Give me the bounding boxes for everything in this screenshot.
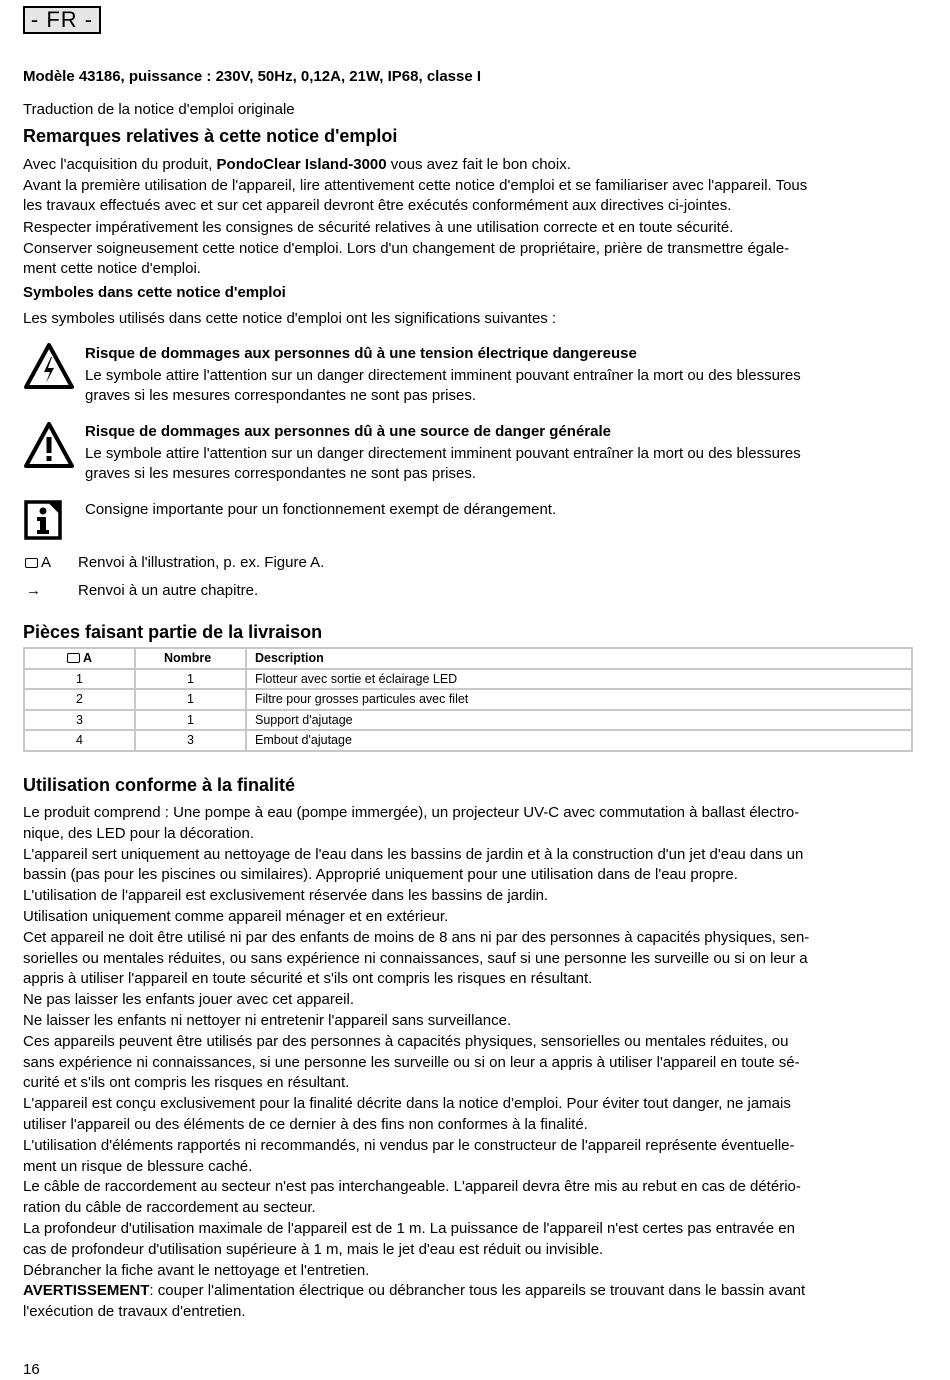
column-header-quantity: Nombre — [135, 648, 246, 669]
text-line: Conserver soigneusement cette notice d'emploi. Lors d'un changement de propriétaire, prière de transmettre égale- — [23, 240, 790, 257]
text-line: nique, des LED pour la décoration. — [23, 824, 254, 842]
usage-heading: Utilisation conforme à la finalité — [23, 775, 296, 795]
column-header-description: Description — [246, 648, 912, 669]
text-line: Cet appareil ne doit être utilisé ni par des enfants de moins de 8 ans ni par des personnes à capacités physiques, sen- — [23, 928, 810, 946]
text-line: Ces appareils peuvent être utilisés par des personnes à capacités physiques, sensorielles ou mentales réduites, ou — [23, 1032, 789, 1050]
text-line: ment cette notice d'emploi. — [23, 260, 201, 277]
warning-text: : couper l'alimentation électrique ou débrancher tous les appareils se trouvant dans le bassin avant — [149, 1282, 806, 1300]
column-header-figure — [24, 648, 135, 669]
figure-ref-symbol — [25, 553, 51, 573]
text-line: ration du câble de raccordement au secteur. — [23, 1199, 316, 1217]
text-line: L'utilisation de l'appareil est exclusivement réservée dans les bassins de jardin. — [23, 887, 549, 905]
general-hazard-icon — [23, 421, 75, 474]
text-line: sans expérience ni connaissances, si une personne les surveille ou si on leur a appris à utiliser l'appareil en toute sé- — [23, 1053, 800, 1071]
cell-description: Embout d'ajutage — [246, 730, 912, 751]
remarks-paragraph-3: Respecter impérativement les consignes de sécurité relatives à une utilisation correcte et en toute sécurité. — [23, 219, 734, 236]
text-line: Le symbole attire l'attention sur un danger directement imminent pouvant entraîner la mort ou des blessures — [85, 367, 801, 384]
remarks-paragraph-2 — [23, 176, 913, 216]
usage-body — [23, 803, 913, 1323]
text-line: Le symbole attire l'attention sur un danger directement imminent pouvant entraîner la mort ou des blessures — [85, 445, 801, 462]
text-line: l'exécution de travaux d'entretien. — [23, 1303, 246, 1321]
table-row — [24, 689, 912, 710]
text-line: L'appareil est conçu exclusivement pour la finalité décrite dans la notice d'emploi. Pour éviter tout danger, ne jamais — [23, 1095, 791, 1113]
general-hazard-title: Risque de dommages aux personnes dû à une source de danger générale — [85, 423, 611, 440]
electric-hazard-text — [85, 366, 915, 406]
electric-hazard-icon — [23, 342, 75, 395]
text-line: graves si les mesures correspondantes ne sont pas prises. — [85, 465, 477, 482]
text-line: graves si les mesures correspondantes ne sont pas prises. — [85, 387, 477, 404]
model-line: Modèle 43186, puissance : 230V, 50Hz, 0,12A, 21W, IP68, classe I — [23, 68, 482, 85]
remarks-paragraph-4 — [23, 239, 913, 279]
text-line: Avant la première utilisation de l'appareil, lire attentivement cette notice d'emploi et se familiariser avec l'appareil. Tous — [23, 177, 808, 194]
text-line: bassin (pas pour les piscines ou similaires). Approprié uniquement pour une utilisation dans de l'eau propre. — [23, 866, 738, 884]
text-line: Ne laisser les enfants ni nettoyer ni entretenir l'appareil sans surveillance. — [23, 1011, 512, 1029]
figure-box-icon — [67, 653, 80, 663]
remarks-paragraph-1 — [23, 155, 913, 175]
warning-line — [23, 1281, 913, 1302]
cell-quantity: 1 — [135, 669, 246, 690]
remarks-heading: Remarques relatives à cette notice d'emploi — [23, 126, 398, 146]
text-line: cas de profondeur d'utilisation supérieure à 1 m, mais le jet d'eau est réduit ou invisible. — [23, 1240, 604, 1258]
text-line: Le produit comprend : Une pompe à eau (pompe immergée), un projecteur UV-C avec commutation à ballast électro- — [23, 804, 800, 821]
delivery-heading: Pièces faisant partie de la livraison — [23, 622, 323, 642]
warning-label: AVERTISSEMENT — [23, 1282, 150, 1300]
text-line: sorielles ou mentales réduites, ou sans expérience ni connaissances, sauf si une personne les surveille ou si on leur a — [23, 949, 808, 967]
figure-ref-letter: A — [41, 554, 52, 571]
cell-quantity: 1 — [135, 689, 246, 710]
page-number: 16 — [23, 1361, 40, 1378]
table-row — [24, 710, 912, 731]
electric-hazard-title: Risque de dommages aux personnes dû à une tension électrique dangereuse — [85, 345, 637, 362]
text-line: Le câble de raccordement au secteur n'est pas interchangeable. L'appareil devra être mis au rebut en cas de détério- — [23, 1178, 801, 1196]
cell-figure: 1 — [24, 669, 135, 690]
cell-description: Filtre pour grosses particules avec filet — [246, 689, 912, 710]
symbols-intro: Les symboles utilisés dans cette notice d'emploi ont les significations suivantes : — [23, 310, 557, 327]
remarks-p1-post: vous avez fait le bon choix. — [386, 156, 571, 173]
text-line: Débrancher la fiche avant le nettoyage et l'entretien. — [23, 1261, 370, 1279]
text-line: curité et s'ils ont compris les risques en résultant. — [23, 1074, 350, 1092]
remarks-p1-pre: Avec l'acquisition du produit, — [23, 156, 217, 173]
table-row — [24, 669, 912, 690]
info-text: Consigne importante pour un fonctionnement exempt de dérangement. — [85, 501, 557, 518]
text-line: L'utilisation d'éléments rapportés ni recommandés, ni vendus par le constructeur de l'appareil représente éventuelle- — [23, 1136, 795, 1154]
text-line: appris à utiliser l'appareil en toute sécurité et s'ils ont compris les risques en résultant. — [23, 970, 593, 988]
cell-figure: 2 — [24, 689, 135, 710]
text-line: utiliser l'appareil ou des éléments de ce dernier à des fins non conformes à la finalité. — [23, 1115, 588, 1133]
text-line: les travaux effectués avec et sur cet appareil devront être exécutés conformément aux directives ci-jointes. — [23, 197, 732, 214]
text-line: L'appareil sert uniquement au nettoyage de l'eau dans les bassins de jardin et à la construction d'un jet d'eau dans un — [23, 845, 804, 863]
text-line: Ne pas laisser les enfants jouer avec cet appareil. — [23, 991, 355, 1009]
text-line: Utilisation uniquement comme appareil ménager et en extérieur. — [23, 907, 449, 925]
cell-quantity: 3 — [135, 730, 246, 751]
table-row — [24, 730, 912, 751]
cell-figure: 3 — [24, 710, 135, 731]
delivery-table — [23, 647, 913, 752]
text-line: ment un risque de blessure caché. — [23, 1157, 253, 1175]
chapter-ref-text: Renvoi à un autre chapitre. — [78, 582, 259, 599]
figure-box-icon — [25, 558, 38, 568]
column-header-label: A — [82, 651, 93, 666]
cell-description: Support d'ajutage — [246, 710, 912, 731]
cell-description: Flotteur avec sortie et éclairage LED — [246, 669, 912, 690]
figure-ref-text: Renvoi à l'illustration, p. ex. Figure A. — [78, 554, 325, 571]
translation-line: Traduction de la notice d'emploi originale — [23, 101, 295, 118]
table-header-row — [24, 648, 912, 669]
cell-quantity: 1 — [135, 710, 246, 731]
arrow-right-icon: → — [26, 582, 41, 599]
cell-figure: 4 — [24, 730, 135, 751]
symbols-heading: Symboles dans cette notice d'emploi — [23, 284, 286, 301]
text-line: La profondeur d'utilisation maximale de l'appareil est de 1 m. La puissance de l'appareil n'est certes pas entravée en — [23, 1219, 795, 1237]
product-name: PondoClear Island-3000 — [216, 156, 387, 173]
general-hazard-text — [85, 444, 915, 484]
info-icon — [24, 500, 62, 545]
language-tag: - FR - — [23, 6, 101, 34]
